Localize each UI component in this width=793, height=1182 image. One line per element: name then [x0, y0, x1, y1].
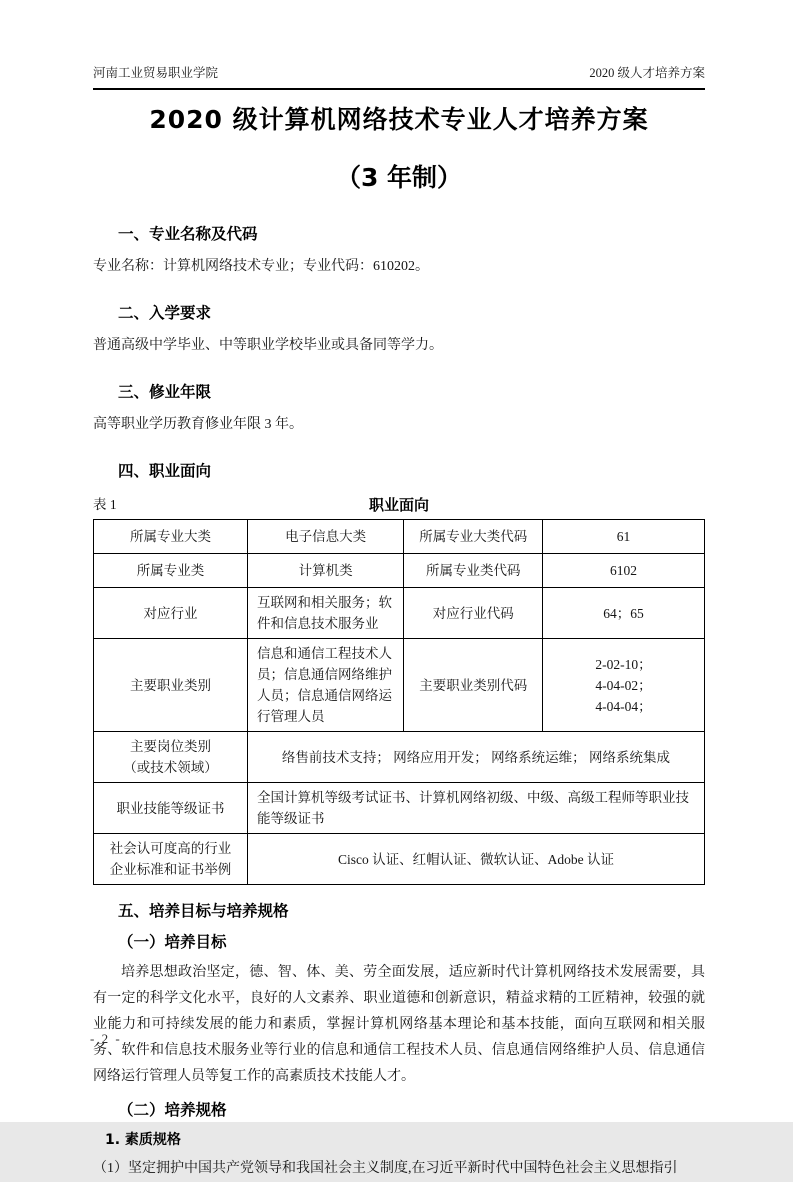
page-header	[93, 64, 705, 90]
table-caption-row	[93, 494, 705, 516]
occupation-table	[93, 519, 705, 885]
page-number: - 2 -	[90, 1031, 122, 1046]
table-cell	[94, 732, 248, 783]
table-row	[94, 732, 705, 783]
table-label: 表 1	[93, 497, 117, 512]
quality-spec-heading: 1. 素质规格	[105, 1132, 181, 1148]
label-line: 主要岗位类别	[129, 739, 211, 754]
table-cell: 61	[543, 520, 705, 554]
code-line: 4-04-04；	[595, 698, 652, 714]
section-5-sub1-body: 培养思想政治坚定，德、智、体、美、劳全面发展，适应新时代计算机网络技术发展需要，具有一定的科学文化水平，良好的人文素养、职业道德和创新意识，精益求精的工匠精神，较强的就业能力和可持续发展的能力和素质，掌握计算机网络基本理论和基本技能，面向互联网和相关服务、软件和信息技术服务业等行业的信息和通信工程技术人员、信息通信网络维护人员、信息通信网络运行管理人员等复工作的高素质技术技能人才。	[93, 965, 705, 1084]
table-cell: 电子信息大类	[247, 520, 403, 554]
table-cell: 所属专业类	[94, 554, 248, 588]
section-1-body: 专业名称：计算机网络技术专业；专业代码：610202。	[93, 259, 429, 274]
table-cell: 64；65	[543, 588, 705, 639]
table-cell: 主要职业类别代码	[404, 639, 543, 732]
table-cell: 所属专业大类	[94, 520, 248, 554]
section-5-heading: 五、培养目标与培养规格	[118, 902, 289, 920]
table-row	[94, 520, 705, 554]
table-cell: 互联网和相关服务；软件和信息技术服务业	[247, 588, 403, 639]
table-cell: 6102	[543, 554, 705, 588]
table-row	[94, 834, 705, 885]
quality-spec-item-1: （1）坚定拥护中国共产党领导和我国社会主义制度,在习近平新时代中国特色社会主义思想指引	[93, 1161, 678, 1176]
table-cell: 信息和通信工程技术人员；信息通信网络维护人员；信息通信网络运行管理人员	[247, 639, 403, 732]
table-cell: 职业技能等级证书	[94, 783, 248, 834]
section-2-body: 普通高级中学毕业、中等职业学校毕业或具备同等学力。	[93, 338, 443, 353]
table-cell: 全国计算机等级考试证书、计算机网络初级、中级、高级工程师等职业技能等级证书	[247, 783, 704, 834]
section-3-body: 高等职业学历教育修业年限 3 年。	[93, 417, 303, 432]
section-3-heading: 三、修业年限	[118, 383, 212, 401]
code-line: 4-04-02；	[595, 677, 652, 693]
table-row	[94, 554, 705, 588]
label-line: 社会认可度高的行业	[109, 841, 232, 856]
table-row	[94, 588, 705, 639]
table-cell: 主要职业类别	[94, 639, 248, 732]
table-cell	[94, 834, 248, 885]
table-caption: 职业面向	[368, 496, 429, 514]
table-cell: 所属专业大类代码	[404, 520, 543, 554]
table-cell	[543, 639, 705, 732]
document-title: 2020 级计算机网络技术专业人才培养方案	[149, 105, 649, 134]
table-cell: 络售前技术支持； 网络应用开发； 网络系统运维； 网络系统集成	[247, 732, 704, 783]
table-row	[94, 783, 705, 834]
code-line: 2-02-10；	[595, 656, 652, 672]
table-cell: 对应行业代码	[404, 588, 543, 639]
table-row	[94, 639, 705, 732]
header-school-name: 河南工业贸易职业学院	[93, 66, 219, 80]
label-line: 企业标准和证书举例	[109, 862, 232, 877]
section-4-heading: 四、职业面向	[118, 462, 212, 480]
section-1-heading: 一、专业名称及代码	[118, 225, 258, 243]
header-doc-type: 2020 级人才培养方案	[589, 66, 705, 80]
label-line: （或技术领域）	[123, 760, 218, 775]
section-5-sub1-heading: （一）培养目标	[118, 933, 227, 951]
table-cell: 所属专业类代码	[404, 554, 543, 588]
section-2-heading: 二、入学要求	[118, 304, 212, 322]
table-cell: 计算机类	[247, 554, 403, 588]
table-cell: Cisco 认证、红帽认证、微软认证、Adobe 认证	[247, 834, 704, 885]
section-5-sub2-heading: （二）培养规格	[118, 1101, 227, 1119]
document-subtitle: （3 年制）	[335, 163, 463, 192]
table-cell: 对应行业	[94, 588, 248, 639]
